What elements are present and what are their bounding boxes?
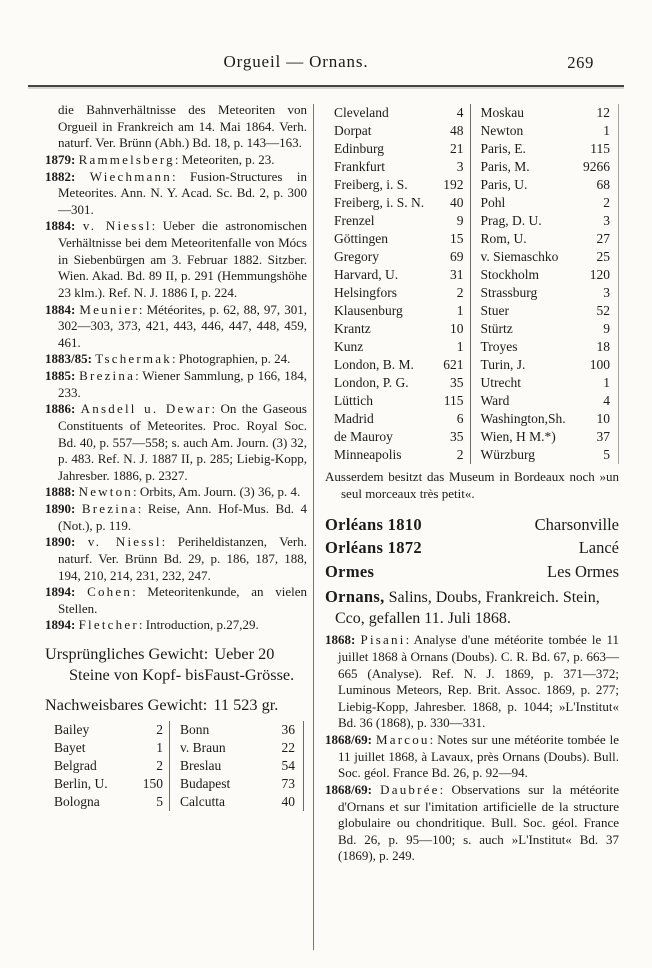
bibliography-entry (45, 152, 307, 169)
bibliography-entry (45, 302, 307, 352)
entry-text: : Notes sur une météorite tombée le 11 juillet 1868, à Lavaux, près Ornans (Doubs). Bull. Soc. géol. France Bd. 26, p. 92—94. (338, 732, 619, 781)
entry-year: 1868: (325, 632, 361, 648)
museum-name: Freiberg, i. S. (334, 177, 408, 192)
museum-weight-table-right (325, 104, 619, 464)
entry-author: Marcou (375, 732, 430, 748)
entry-year: 1883/85: (45, 351, 96, 367)
museum-name: Minneapolis (334, 447, 402, 462)
museum-name: Stürtz (480, 321, 513, 336)
entry-year: 1885: (45, 368, 80, 383)
museum-count: 621 (427, 356, 471, 374)
museum-count: 35 (427, 374, 471, 392)
museum-name: Moskau (480, 105, 524, 120)
museum-count: 3 (603, 285, 610, 300)
bibliography-entry (325, 632, 619, 732)
museum-count: 1 (603, 375, 610, 390)
ornans-name: Ornans, (325, 587, 385, 607)
museum-count: 2 (136, 757, 170, 775)
entry-year: 1890: (45, 534, 88, 550)
museum-count: 52 (596, 303, 610, 318)
museum-name: Paris, M. (480, 159, 530, 174)
museum-count: 3 (603, 213, 610, 228)
entry-year: 1868/69: (325, 781, 381, 797)
museum-count: 1 (136, 739, 170, 757)
bibliography-entry (45, 218, 307, 301)
museum-count: 54 (281, 757, 295, 773)
bibliography-entry (45, 617, 307, 634)
museum-name: Gregory (334, 249, 379, 264)
museum-name: Ward (480, 393, 510, 408)
museum-name: Klausenburg (334, 303, 403, 318)
entry-year: 1888: (45, 484, 79, 500)
museum-count: 12 (596, 105, 610, 120)
museum-count: 25 (596, 249, 610, 264)
verified-weight-label: Nachweisbares Gewicht: (45, 695, 208, 715)
entry-text: : On the Gaseous Constituents of Meteorites. Proc. Royal Soc. Bd. 40, p. 557—558; s. auch Am. Journ. (3) 32, p. 483. Ref. N. J. 1887 II, p. 285; Liebig-Kopp, Jahresber. 1886, p. 2327. (58, 401, 307, 483)
cross-reference-name: Orléans 1872 (325, 538, 422, 558)
museum-name: Harvard, U. (334, 267, 399, 282)
entry-author: Wiechmann (89, 168, 172, 184)
museum-count: 37 (596, 429, 610, 444)
entry-text: : Observations sur la météorite d'Ornans et sur l'imitation artificielle de la structure globulaire ou chondritique. Bull. Soc. géol. France Bd. 26, p. 95—100; s. auch »L'Institut« Bd. 37 (1869), p. 249. (338, 781, 619, 864)
entry-text: : Photographien, p. 24. (171, 351, 291, 367)
page-title: Orgueil — Ornans. (223, 52, 369, 71)
museum-count: 6 (427, 410, 471, 428)
entry-year: 1886: (45, 401, 81, 417)
right-bibliography (325, 632, 619, 865)
museum-weight-table-left (45, 721, 304, 811)
cross-reference-target: Les Ormes (547, 561, 619, 581)
museum-name: Prag, D. U. (480, 213, 542, 228)
museum-count: 15 (427, 230, 471, 248)
museum-name: Freiberg, i. S. N. (334, 195, 425, 210)
museum-name: Utrecht (480, 375, 521, 390)
museum-name: Frenzel (334, 213, 375, 228)
museum-count: 31 (427, 266, 471, 284)
museum-count: 36 (281, 721, 295, 737)
page-number: 269 (567, 53, 594, 72)
museum-count: 100 (589, 357, 610, 372)
entry-text: : Analyse d'une météorite tombée le 11 juillet 1868 à Ornans (Doubs). C. R. Bd. 67, p. 663—665 (Analyse). Ref. N. J. 1869, p. 371—372; Luminous Meteors, Rep. Brit. Assoc. 1869, p. 277; Liebig-Kopp, Jahresber. 1868, p. 1044; »L'Institut« Bd. 36 (1868), p. 330—331. (338, 632, 619, 731)
bibliography-entry (45, 368, 307, 401)
museum-count: 115 (590, 141, 610, 156)
museum-count: 5 (603, 447, 610, 462)
entry-author: Fletcher (78, 617, 139, 633)
left-column (45, 102, 307, 811)
bibliography-entry (45, 401, 307, 484)
entry-text: : Ueber die astronomischen Verhältnisse bei dem Meteoritenfalle von Mócs in Siebenbürgen am 3. Februar 1882. Sitzber. Wien. Akad. Bd. 89 II, p. 291 (Hemmungshöhe 23 klm.). Ref. N. J. 1886 I, p. 224. (58, 218, 308, 300)
museum-name: Stockholm (480, 267, 540, 282)
verified-weight-value: 11 523 gr. (213, 695, 279, 715)
museum-name: Würzburg (480, 447, 535, 462)
entry-year: 1868/69: (325, 732, 376, 748)
museum-count: 2 (427, 446, 471, 464)
museum-count: 1 (427, 338, 471, 356)
entry-text: : Periheldistanzen, Verh. naturf. Ver. Brünn Bd. 29, p. 186, 187, 188, 194, 210, 214, 231, 232, 247. (58, 534, 308, 583)
entry-author: Newton (78, 484, 134, 500)
museum-name: Göttingen (334, 231, 388, 246)
verified-weight-heading (45, 694, 307, 715)
museum-name: v. Braun (180, 739, 226, 755)
museum-name: London, B. M. (334, 357, 414, 372)
bibliography-entry (45, 169, 307, 219)
museum-count: 9 (427, 212, 471, 230)
entry-author: v. Niessl (87, 534, 162, 550)
museum-name: Paris, U. (480, 177, 528, 192)
cross-reference-row (325, 536, 619, 559)
entry-text: : Météorites, p. 62, 88, 97, 301, 302—303, 373, 421, 443, 446, 447, 448, 459, 461. (58, 301, 307, 350)
entry-year: 1884: (45, 301, 80, 317)
museum-name: Edinburg (334, 141, 384, 156)
museum-count: 40 (281, 793, 295, 809)
bibliography-entry (45, 501, 307, 534)
column-divider (313, 104, 314, 950)
museum-name: Helsingfors (334, 285, 397, 300)
cross-reference-name: Orléans 1810 (325, 514, 422, 534)
ornans-details: Salins, Doubs, Frankreich. Stein, Cco, gefallen 11. Juli 1868. (335, 589, 600, 628)
museum-count: 115 (427, 392, 471, 410)
museum-name: Breslau (180, 757, 222, 773)
left-bibliography (45, 152, 307, 634)
museum-count: 40 (427, 194, 471, 212)
museum-name: Wien, H M.*) (480, 429, 556, 444)
entry-text: : Meteoriten, p. 23. (174, 151, 275, 167)
museum-name: Stuer (480, 303, 509, 318)
entry-text: : Meteoritenkunde, an vielen Stellen. (58, 584, 307, 616)
museum-name: v. Siemaschko (480, 249, 559, 264)
museum-name: Bayet (54, 739, 86, 755)
entry-year: 1884: (45, 218, 83, 234)
museum-count: 9266 (583, 159, 610, 174)
entry-author: Ansdell u. Dewar (80, 401, 212, 417)
museum-count: 9 (603, 321, 610, 336)
bibliography-entry (45, 534, 307, 584)
bibliography-entry (45, 584, 307, 617)
museum-count: 4 (427, 104, 471, 122)
museum-name: Madrid (334, 411, 374, 426)
museum-name: Kunz (334, 339, 364, 354)
museum-count: 2 (427, 284, 471, 302)
cross-reference-name: Ormes (325, 561, 375, 581)
museum-count: 192 (427, 176, 471, 194)
cross-reference-row (325, 560, 619, 583)
entry-author: Daubrée (380, 781, 440, 797)
entry-text: : Introduction, p.27,29. (138, 617, 259, 633)
text-columns (45, 102, 619, 960)
museum-count: 68 (596, 177, 610, 192)
bibliography-entry (45, 484, 307, 501)
museum-name: Troyes (480, 339, 518, 354)
cross-reference-target: Lancé (578, 538, 619, 558)
museum-name: Bonn (180, 721, 210, 737)
entry-text: : Wiener Sammlung, p 166, 184, 233. (58, 368, 307, 400)
bibliography-entry (45, 351, 307, 368)
entry-author: Rammelsberg (78, 151, 175, 167)
bibliography-entry (325, 732, 619, 782)
museum-count: 4 (603, 393, 610, 408)
museum-count: 48 (427, 122, 471, 140)
museum-count: 1 (427, 302, 471, 320)
museum-count: 18 (596, 339, 610, 354)
entry-text: : Fusion-Structures in Meteorites. Ann. N. Y. Acad. Sc. Bd. 2, p. 300—301. (58, 168, 307, 217)
museum-name: Lüttich (334, 393, 373, 408)
museum-name: Strassburg (480, 285, 538, 300)
ornans-heading (325, 586, 619, 629)
museum-name: Bologna (54, 793, 100, 809)
museum-name: Krantz (334, 321, 371, 336)
museum-name: de Mauroy (334, 429, 393, 444)
cross-reference-row (325, 513, 619, 536)
entry-year: 1879: (45, 151, 79, 167)
museum-name: Belgrad (54, 757, 97, 773)
museum-count: 73 (281, 775, 295, 791)
museum-count: 2 (603, 195, 610, 210)
cross-reference-target: Charsonville (534, 514, 619, 534)
entry-year: 1882: (45, 168, 90, 184)
entry-author: Brezina (79, 368, 136, 383)
entry-text: : Orbits, Am. Journ. (3) 36, p. 4. (133, 484, 301, 500)
entry-text: : Reise, Ann. Hof-Mus. Bd. 4 (Not.), p. 119. (58, 501, 307, 533)
museum-name: Rom, U. (480, 231, 527, 246)
entry-year: 1894: (45, 617, 79, 633)
entry-author: Meunier (79, 301, 139, 317)
entry-author: Pisani (360, 632, 406, 648)
museum-count: 10 (427, 320, 471, 338)
entry-year: 1894: (45, 584, 88, 600)
entry-author: Cohen (87, 584, 133, 600)
museum-name: London, P. G. (334, 375, 409, 390)
entry-author: Tschermak (95, 351, 172, 367)
header-rule (28, 85, 624, 87)
museum-count: 2 (136, 721, 170, 739)
museum-name: Paris, E. (480, 141, 526, 156)
museum-count: 1 (603, 123, 610, 138)
original-weight-value: Ueber 20 Steine von Kopf- bisFaust-Grösse. (69, 644, 295, 685)
continuation-paragraph: die Bahnverhältnisse des Meteoriten von Orgueil in Frankreich am 14. Mai 1864. Verh. naturf. Ver. Brünn (Abh.) Bd. 18, p. 143—163. (58, 102, 307, 151)
museum-count: 35 (427, 428, 471, 446)
museum-count: 3 (427, 158, 471, 176)
original-weight-heading (45, 643, 307, 685)
museum-name: Washington,Sh. (480, 411, 566, 426)
museum-name: Bailey (54, 721, 90, 737)
museum-count: 21 (427, 140, 471, 158)
museum-name: Budapest (180, 775, 231, 791)
museum-name: Frankfurt (334, 159, 385, 174)
bibliography-entry (325, 782, 619, 865)
bordeaux-note: Ausserdem besitzt das Museum in Bordeaux noch »un seul morceaux très petit«. (325, 469, 619, 501)
entry-year: 1890: (45, 501, 82, 516)
museum-count: 27 (596, 231, 610, 246)
museum-count: 150 (136, 775, 170, 793)
museum-count: 69 (427, 248, 471, 266)
museum-name: Turin, J. (480, 357, 526, 372)
museum-name: Newton (480, 123, 524, 138)
museum-count: 22 (281, 739, 295, 755)
museum-count: 5 (136, 793, 170, 811)
original-weight-label: Ursprüngliches Gewicht: (45, 644, 209, 663)
entry-author: v. Niessl (82, 218, 152, 234)
cross-references (325, 513, 619, 583)
museum-count: 120 (589, 267, 610, 282)
museum-name: Dorpat (334, 123, 372, 138)
entry-author: Brezina (81, 501, 138, 516)
museum-name: Berlin, U. (54, 775, 108, 791)
museum-name: Pohl (480, 195, 506, 210)
museum-name: Cleveland (334, 105, 389, 120)
running-head (30, 52, 562, 72)
museum-name: Calcutta (180, 793, 225, 809)
museum-count: 10 (596, 411, 610, 426)
right-column (325, 102, 619, 865)
